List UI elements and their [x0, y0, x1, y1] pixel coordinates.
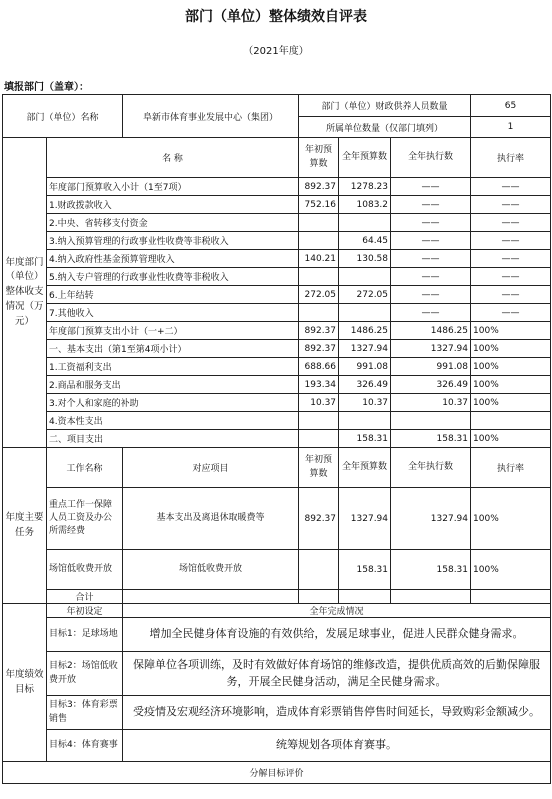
goal-description: 受疫情及宏观经济环境影响，造成体育彩票销售停售时间延长，导致购彩金额减少。 — [123, 696, 551, 730]
budget-row-full-year: 1083.2 — [339, 196, 391, 214]
budget-row-execution: 10.37 — [391, 394, 471, 412]
goal-row — [3, 652, 551, 696]
budget-row-name: 3.对个人和家庭的补助 — [47, 394, 299, 412]
goal-label: 目标3：体育彩票销售 — [47, 696, 123, 730]
col-item-header: 对应项目 — [123, 448, 299, 488]
budget-row-full-year: 10.37 — [339, 394, 391, 412]
budget-row-rate-dash: —— — [471, 268, 551, 286]
budget-row-full-year: 130.58 — [339, 250, 391, 268]
col-task-header: 工作名称 — [47, 448, 123, 488]
budget-row-rate-dash: —— — [471, 250, 551, 268]
budget-row-rate: 100% — [471, 394, 551, 412]
budget-row-rate: 100% — [471, 376, 551, 394]
task-initial: 892.37 — [299, 488, 339, 550]
budget-row-execution-dash: —— — [391, 232, 471, 250]
budget-row-name: 2.中央、省转移支付资金 — [47, 214, 299, 232]
task-rate: 100% — [471, 550, 551, 590]
budget-row — [3, 358, 551, 376]
task-full-year: 1327.94 — [339, 488, 391, 550]
budget-row-execution-dash: —— — [391, 268, 471, 286]
task-total-execution — [391, 590, 471, 604]
budget-row — [3, 430, 551, 448]
task-rate: 100% — [471, 488, 551, 550]
col-full-year-budget-header: 全年预算数 — [339, 138, 391, 178]
budget-row — [3, 394, 551, 412]
budget-row — [3, 286, 551, 304]
budget-row-full-year: 991.08 — [339, 358, 391, 376]
goal-label: 目标1：足球场地 — [47, 618, 123, 652]
budget-row-name: 1.工资福利支出 — [47, 358, 299, 376]
budget-row-initial: 752.16 — [299, 196, 339, 214]
budget-row-execution: 1327.94 — [391, 340, 471, 358]
budget-row-initial: 140.21 — [299, 250, 339, 268]
budget-row — [3, 178, 551, 196]
budget-row-name: 4.资本性支出 — [47, 412, 299, 430]
budget-row-initial: 892.37 — [299, 322, 339, 340]
budget-row-name: 3.纳入预算管理的行政事业性收费等非税收入 — [47, 232, 299, 250]
budget-row-rate-dash: —— — [471, 232, 551, 250]
task-total-row — [3, 590, 551, 604]
goals-side-label: 年度绩效目标 — [3, 604, 47, 762]
report-year: （2021年度） — [243, 46, 309, 57]
goal-row — [3, 696, 551, 730]
task-item: 场馆低收费开放 — [123, 550, 299, 590]
goal-description: 保障单位各项训练，及时有效做好体育场馆的维修改造，提供优质高效的后勤保障服务，开展全民健身活动，满足全民健身需求。 — [123, 652, 551, 696]
budget-row-execution-dash: —— — [391, 286, 471, 304]
tasks-side-label: 年度主要任务 — [3, 448, 47, 604]
budget-row — [3, 214, 551, 232]
budget-row — [3, 268, 551, 286]
budget-row-full-year: 326.49 — [339, 376, 391, 394]
budget-row — [3, 322, 551, 340]
col-execution-header: 全年执行数 — [391, 138, 471, 178]
budget-row — [3, 196, 551, 214]
budget-row-full-year: 158.31 — [339, 430, 391, 448]
col-initial-budget-header: 年初预算数 — [299, 138, 339, 178]
budget-row-initial — [299, 232, 339, 250]
budget-row-initial — [299, 304, 339, 322]
budget-header-row — [3, 138, 551, 178]
goal-label: 目标2：场馆低收费开放 — [47, 652, 123, 696]
budget-row — [3, 412, 551, 430]
page-title: 部门（单位）整体绩效自评表 — [185, 9, 367, 25]
col-execution-rate-header: 执行率 — [471, 138, 551, 178]
budget-row-execution: 326.49 — [391, 376, 471, 394]
budget-row-execution-dash: —— — [391, 196, 471, 214]
goal-row — [3, 730, 551, 762]
budget-row-execution — [391, 412, 471, 430]
budget-row-name: 4.纳入政府性基金预算管理收入 — [47, 250, 299, 268]
budget-row-rate-dash: —— — [471, 214, 551, 232]
budget-row-execution: 1486.25 — [391, 322, 471, 340]
budget-row-execution-dash: —— — [391, 214, 471, 232]
budget-row-full-year — [339, 412, 391, 430]
task-initial — [299, 550, 339, 590]
budget-row-rate: 100% — [471, 430, 551, 448]
budget-row-full-year: 64.45 — [339, 232, 391, 250]
budget-row-full-year — [339, 268, 391, 286]
budget-row-initial: 892.37 — [299, 340, 339, 358]
budget-row-name: 5.纳入专户管理的行政事业性收费等非税收入 — [47, 268, 299, 286]
budget-row-initial — [299, 268, 339, 286]
goal-breakdown-evaluation: 分解目标评价 — [3, 762, 551, 784]
budget-row-rate-dash: —— — [471, 196, 551, 214]
task-total-initial — [299, 590, 339, 604]
budget-row-rate: 100% — [471, 358, 551, 376]
col-task-initial-header: 年初预算数 — [299, 448, 339, 488]
col-goal-plan-header: 年初设定 — [47, 604, 123, 618]
budget-row-execution: 991.08 — [391, 358, 471, 376]
budget-row-name: 6.上年结转 — [47, 286, 299, 304]
staff-count-label: 部门（单位）财政供养人员数量 — [299, 95, 471, 117]
col-task-rate-header: 执行率 — [471, 448, 551, 488]
budget-row — [3, 232, 551, 250]
task-name: 重点工作一保障人员工资及办公所需经费 — [47, 488, 123, 550]
budget-row-execution-dash: —— — [391, 178, 471, 196]
task-total-full-year — [339, 590, 391, 604]
budget-row-name: 7.其他收入 — [47, 304, 299, 322]
goal-label: 目标4：体育赛事 — [47, 730, 123, 762]
budget-row-initial: 688.66 — [299, 358, 339, 376]
sub-unit-label: 所属单位数量（仅部门填列） — [299, 117, 471, 138]
budget-row-name: 1.财政拨款收入 — [47, 196, 299, 214]
task-name: 场馆低收费开放 — [47, 550, 123, 590]
goal-row — [3, 618, 551, 652]
budget-row-full-year: 272.05 — [339, 286, 391, 304]
budget-row-rate-dash: —— — [471, 178, 551, 196]
budget-row-execution-dash: —— — [391, 304, 471, 322]
task-execution: 1327.94 — [391, 488, 471, 550]
col-name-header: 名 称 — [47, 138, 299, 178]
budget-row — [3, 304, 551, 322]
goal-description: 增加全民健身体育设施的有效供给，发展足球事业，促进人民群众健身需求。 — [123, 618, 551, 652]
task-row — [3, 550, 551, 590]
goals-header-row — [3, 604, 551, 618]
budget-row-name: 二、项目支出 — [47, 430, 299, 448]
task-execution: 158.31 — [391, 550, 471, 590]
unit-name-value: 阜新市体育事业发展中心（集团） — [123, 95, 299, 138]
goal-footer-row — [3, 762, 551, 784]
budget-row — [3, 250, 551, 268]
budget-row-full-year: 1486.25 — [339, 322, 391, 340]
evaluation-table — [2, 94, 551, 784]
budget-row-initial: 892.37 — [299, 178, 339, 196]
col-task-execution-header: 全年执行数 — [391, 448, 471, 488]
task-total-item — [123, 590, 299, 604]
budget-row-initial: 10.37 — [299, 394, 339, 412]
col-goal-done-header: 全年完成情况 — [123, 604, 551, 618]
budget-row-initial — [299, 214, 339, 232]
budget-row-rate-dash: —— — [471, 304, 551, 322]
budget-row-rate: 100% — [471, 340, 551, 358]
budget-row-name: 年度部门预算支出小计（一+二） — [47, 322, 299, 340]
budget-row-initial: 272.05 — [299, 286, 339, 304]
task-item: 基本支出及离退休取暖费等 — [123, 488, 299, 550]
budget-row-execution: 158.31 — [391, 430, 471, 448]
task-total-label: 合计 — [47, 590, 123, 604]
fill-unit-label: 填报部门（盖章）： — [4, 82, 89, 93]
budget-row-rate — [471, 412, 551, 430]
budget-row — [3, 376, 551, 394]
budget-row-name: 一、基本支出（第1至第4项小计） — [47, 340, 299, 358]
budget-row-full-year — [339, 304, 391, 322]
budget-side-label: 年度部门（单位）整体收支情况（万元） — [3, 138, 47, 448]
col-task-full-year-header: 全年预算数 — [339, 448, 391, 488]
goal-description: 统筹规划各项体育赛事。 — [123, 730, 551, 762]
sub-unit-value: 1 — [471, 117, 551, 138]
budget-row-name: 2.商品和服务支出 — [47, 376, 299, 394]
budget-row-full-year: 1278.23 — [339, 178, 391, 196]
budget-row-execution-dash: —— — [391, 250, 471, 268]
budget-row-initial — [299, 430, 339, 448]
tasks-header-row — [3, 448, 551, 488]
unit-name-label: 部门（单位）名称 — [3, 95, 123, 138]
budget-row-full-year: 1327.94 — [339, 340, 391, 358]
budget-row — [3, 340, 551, 358]
budget-row-name: 年度部门预算收入小计（1至7项） — [47, 178, 299, 196]
task-full-year: 158.31 — [339, 550, 391, 590]
unit-name-row — [3, 95, 551, 117]
budget-row-full-year — [339, 214, 391, 232]
task-row — [3, 488, 551, 550]
budget-row-initial: 193.34 — [299, 376, 339, 394]
budget-row-initial — [299, 412, 339, 430]
task-total-rate — [471, 590, 551, 604]
budget-row-rate-dash: —— — [471, 286, 551, 304]
budget-row-rate: 100% — [471, 322, 551, 340]
staff-count-value: 65 — [471, 95, 551, 117]
